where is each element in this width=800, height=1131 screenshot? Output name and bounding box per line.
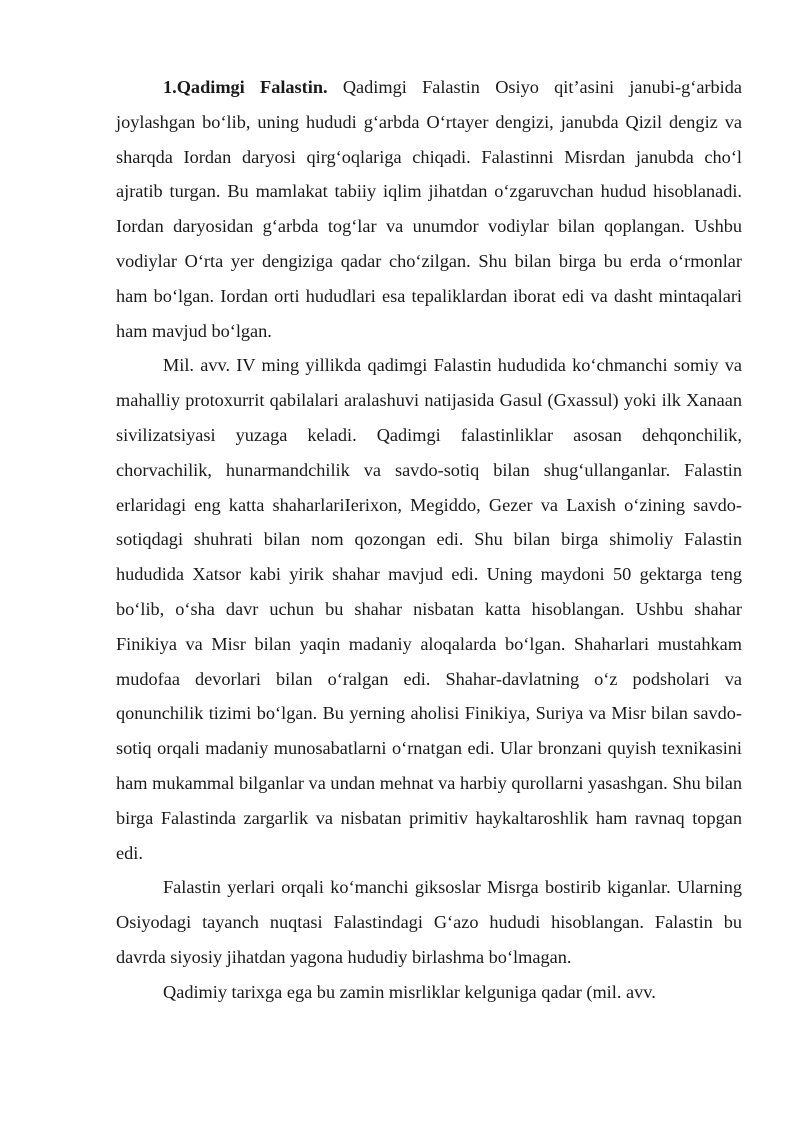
paragraph-text: Qadimiy tarixga ega bu zamin misrliklar kelguniga qadar (mil. avv. [163, 981, 656, 1002]
paragraph-text: Mil. avv. IV ming yillikda qadimgi Falastin hududida ko‘chmanchi somiy va mahalliy protoxurrit qabilalari aralashuvi natijasida Gasul (Gxassul) yoki ilk Xanaan sivilizatsiyasi yuzaga keladi. Qadimgi falastinliklar asosan dehqonchilik, chorvachilik, hunarmandchilik va savdo-sotiq bilan shug‘ullanganlar. Falastin erlaridagi eng katta shaharlariIerixon, Megiddo, Gezer va Laxish o‘zining savdo- sotiqdagi shuhrati bilan nom qozongan edi. Shu bilan birga shimoliy Falastin hududida Xatsor kabi yirik shahar mavjud edi. Uning maydoni 50 gektarga teng bo‘lib, o‘sha davr uchun bu shahar nisbatan katta hisoblangan. Ushbu shahar Finikiya va Misr bilan yaqin madaniy aloqalarda bo‘lgan. Shaharlari mustahkam mudofaa devorlari bilan o‘ralgan edi. Shahar-davlatning o‘z podsholari va qonunchilik tizimi bo‘lgan. Bu yerning aholisi Finikiya, Suriya va Misr bilan savdo-sotiq orqali madaniy munosabatlarni o‘rnatgan edi. Ular bronzani quyish texnikasini ham mukammal bilganlar va undan mehnat va harbiy qurollarni yasashgan. Shu bilan birga Falastinda zargarlik va nisbatan primitiv haykaltaroshlik ham ravnaq topgan edi. [116, 355, 742, 863]
paragraph-1 [116, 70, 742, 348]
paragraph-2 [116, 348, 742, 870]
paragraph-4 [116, 975, 742, 1010]
document-body [116, 70, 742, 1010]
paragraph-text: Falastin yerlari orqali ko‘manchi giksoslar Misrga bostirib kiganlar. Ularning Osiyodagi tayanch nuqtasi Falastindagi G‘azo hududi hisoblangan. Falastin bu davrda siyosiy jihatdan yagona hududiy birlashma bo‘lmagan. [116, 877, 742, 967]
paragraph-3 [116, 870, 742, 974]
section-heading: 1.Qadimgi Falastin. [163, 77, 328, 97]
paragraph-text: Qadimgi Falastin Osiyo qit’asini janubi-g‘arbida joylashgan bo‘lib, uning hududi g‘arbda O‘rtayer dengizi, janubda Qizil dengiz va sharqda Iordan daryosi qirg‘oqlariga chiqadi. Falastinni Misrdan janubda cho‘l ajratib turgan. Bu mamlakat tabiiy iqlim jihatdan o‘zgaruvchan hudud hisoblanadi. Iordan daryosidan g‘arbda tog‘lar va unumdor vodiylar bilan qoplangan. Ushbu vodiylar O‘rta yer dengiziga qadar cho‘zilgan. Shu bilan birga bu erda o‘rmonlar ham bo‘lgan. Iordan orti hududlari esa tepaliklardan iborat edi va dasht mintaqalari ham mavjud bo‘lgan. [116, 77, 742, 341]
